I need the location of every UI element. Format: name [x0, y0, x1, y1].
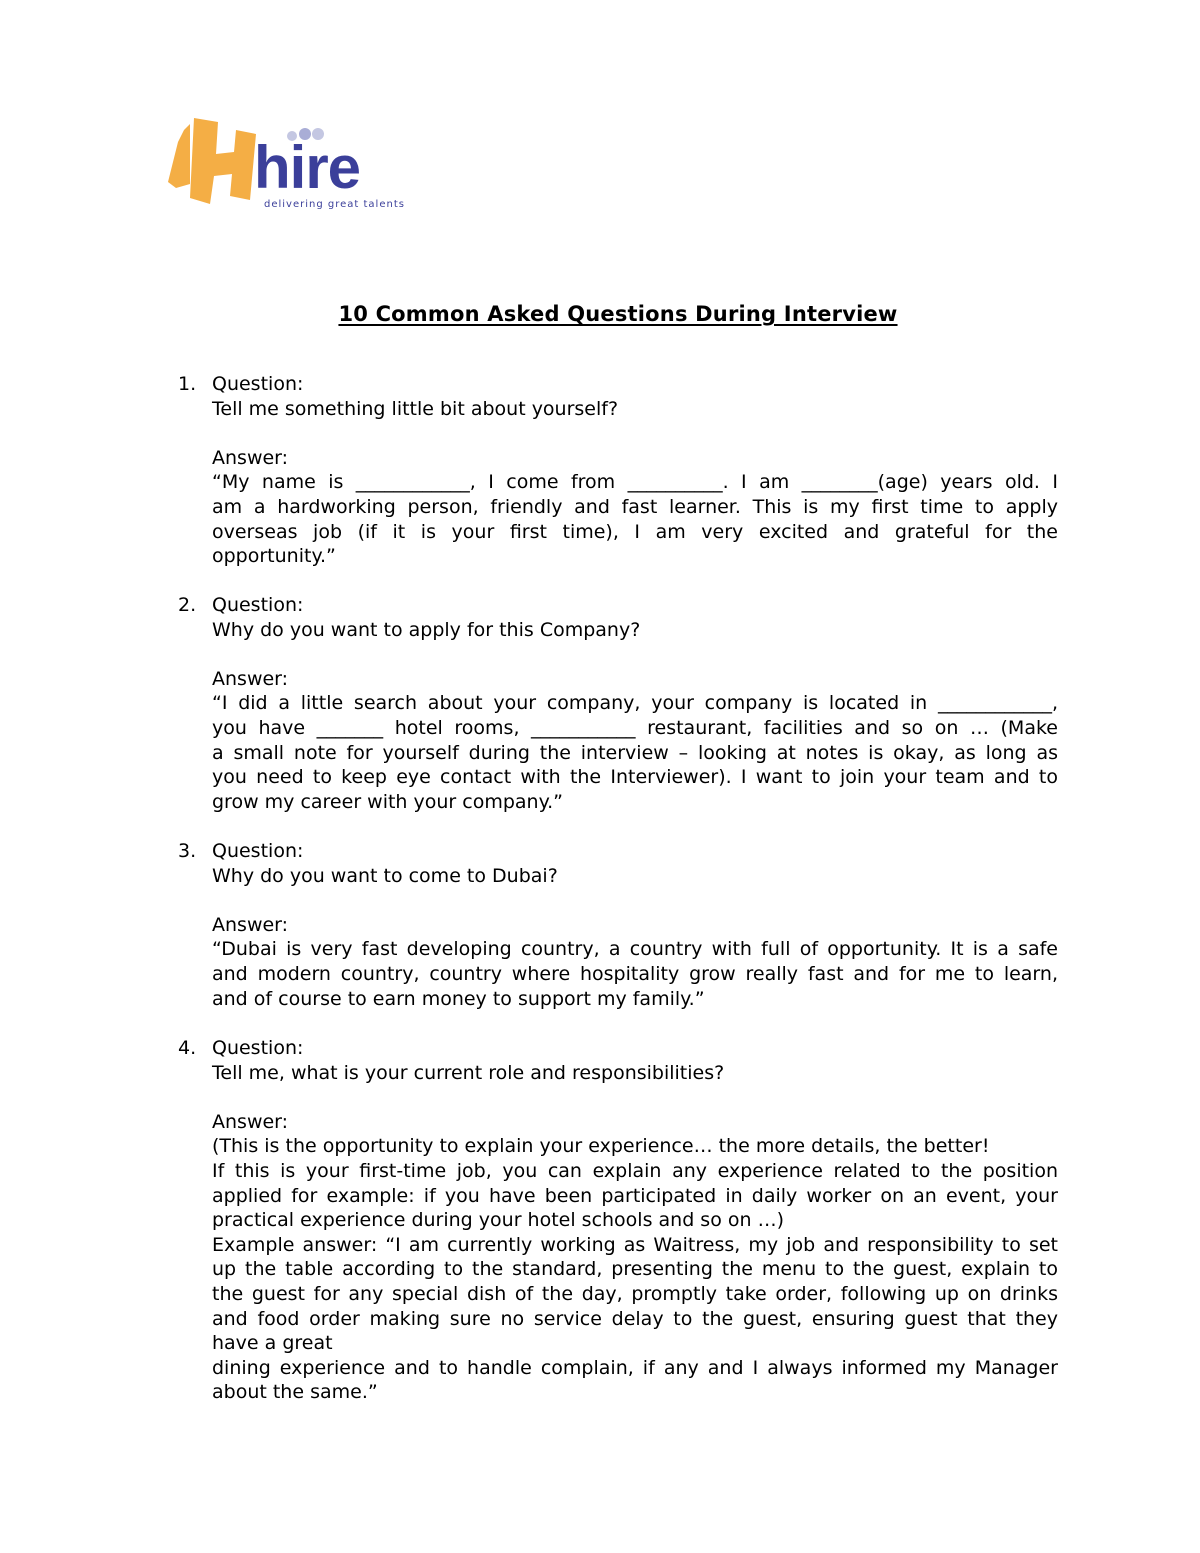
- question-label: Question:: [212, 594, 304, 616]
- answer-line: about the same.”: [212, 1381, 378, 1404]
- question-text: Why do you want to apply for this Company?: [212, 618, 641, 641]
- answer-line: dining experience and to handle complain, if any and I always informed my Manager: [212, 1356, 1058, 1379]
- question-content: [212, 593, 1058, 814]
- answer-line: the guest for any special dish of the day, promptly take order, following up on drinks: [212, 1282, 1058, 1305]
- brand-tagline: delivering great talents: [264, 199, 405, 210]
- h-mark-icon: [168, 118, 256, 204]
- question-label: Question:: [212, 840, 304, 862]
- answer-line: practical experience during your hotel schools and so on …): [212, 1209, 784, 1232]
- answer-line: up the table according to the standard, presenting the menu to the guest, explain to: [212, 1258, 1058, 1281]
- answer-line: applied for example: if you have been participated in daily worker on an event, your: [212, 1184, 1058, 1207]
- answer-line: (This is the opportunity to explain your experience… the more details, the better!: [212, 1135, 990, 1158]
- answer-line: and modern country, country where hospitality grow really fast and for me to learn,: [212, 962, 1058, 985]
- question-label: Question:: [212, 1037, 304, 1059]
- question-number: 3.: [178, 840, 197, 862]
- answer-line: If this is your first-time job, you can explain any experience related to the position: [212, 1159, 1058, 1182]
- answer-line: you have _______ hotel rooms, ___________ restaurant, facilities and so on … (Make: [212, 716, 1058, 739]
- answer-line: and of course to earn money to support my family.”: [212, 987, 705, 1010]
- hire-logo-graphic: [168, 112, 418, 212]
- answer-line: Example answer: “I am currently working as Waitress, my job and responsibility to set: [212, 1233, 1058, 1256]
- question-text: Why do you want to come to Dubai?: [212, 864, 558, 887]
- document-title: 10 Common Asked Questions During Interview: [338, 302, 898, 326]
- answer-line: “Dubai is very fast developing country, a country with full of opportunity. It is a safe: [212, 938, 1058, 961]
- answer-line: overseas job (if it is your first time), I am very excited and grateful for the: [212, 520, 1058, 543]
- answer-line: opportunity.”: [212, 545, 336, 568]
- answer-line: have a great: [212, 1332, 333, 1355]
- answer-line: am a hardworking person, friendly and fast learner. This is my first time to apply: [212, 495, 1058, 518]
- answer-label: Answer:: [212, 1110, 289, 1133]
- question-content: [212, 839, 1058, 1011]
- question-text: Tell me something little bit about yourself?: [212, 397, 619, 420]
- brand-wordmark: hire: [254, 134, 361, 201]
- answer-label: Answer:: [212, 446, 289, 469]
- answer-line: grow my career with your company.”: [212, 790, 564, 813]
- answer-line: “I did a little search about your company, your company is located in ____________,: [212, 692, 1058, 715]
- question-content: [212, 1036, 1058, 1405]
- question-number: 1.: [178, 373, 197, 395]
- answer-line: “My name is ____________, I come from __________. I am ________(age) years old. I: [212, 471, 1058, 494]
- question-content: [212, 372, 1058, 569]
- hire-logo: [168, 112, 418, 212]
- answer-line: and food order making sure no service delay to the guest, ensuring guest that they: [212, 1307, 1058, 1330]
- answer-line: you need to keep eye contact with the Interviewer). I want to join your team and to: [212, 766, 1058, 789]
- question-text: Tell me, what is your current role and responsibilities?: [212, 1061, 725, 1084]
- answer-label: Answer:: [212, 667, 289, 690]
- question-number: 4.: [178, 1037, 197, 1059]
- question-number: 2.: [178, 594, 197, 616]
- answer-line: a small note for yourself during the interview – looking at notes is okay, as long as: [212, 741, 1058, 764]
- answer-label: Answer:: [212, 913, 289, 936]
- question-label: Question:: [212, 373, 304, 395]
